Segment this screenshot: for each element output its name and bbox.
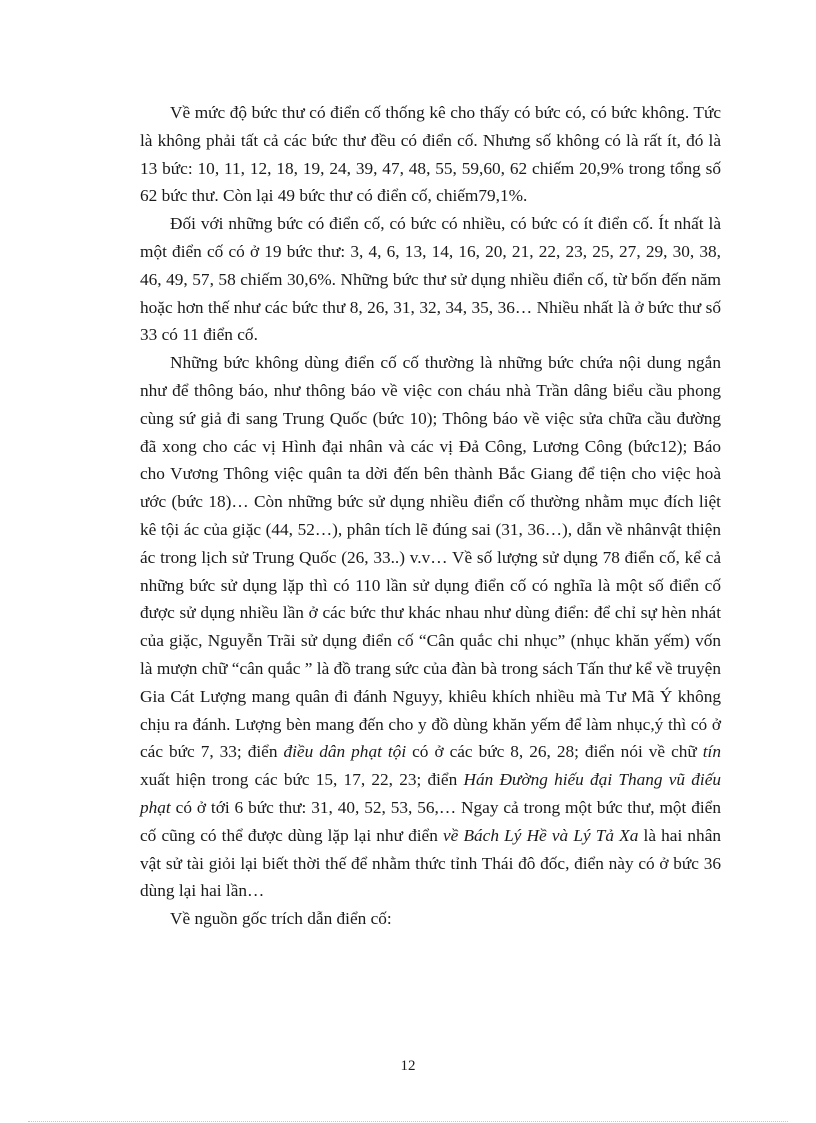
- paragraph-1: Về mức độ bức thư có điển cố thống kê cho thấy có bức có, có bức không. Tức là không phải tất cả các bức thư đều có điển cố. Nhưng số không có là rất ít, đó là 13 bức: 10, 11, 12, 18, 19, 24, 39, 47, 48, 55, 59,60, 62 chiếm 20,9% trong tổng số 62 bức thư. Còn lại 49 bức thư có điển cố, chiếm79,1%.: [140, 103, 721, 206]
- italic-phrase: Hán Đường hiếu đại Thang vũ điếu phạt: [140, 770, 722, 817]
- page-number: 12: [400, 1058, 416, 1074]
- paragraph-3-text: Những bức không dùng điển cố cố thường là những bức chứa nội dung ngắn như để thông báo, như thông báo về việc con cháu nhà Trần dâng biểu cầu phong cùng sứ giả đi sang Trung Quốc (bức 10); Thông báo về việc sửa chữa cầu đường đã xong cho các vị Hình đại nhân và các vị Đả Công, Lương Công (bức12); Báo cho Vương Thông việc quân ta dời đến bên thành Bắc Giang để tiện cho việc hoà ước (bức 18)… Còn những bức sử dụng nhiều điển cố thường nhằm mục đích liệt kê tội ác của giặc (44, 52…), phân tích lẽ đúng sai (31, 36…), dẫn về nhânvật thiện ác trong lịch sử Trung Quốc (26, 33..) v.v… Về số lượng sử dụng 78 điển cố, kể cả những bức sử dụng lặp thì có 110 lần sử dụng điển cố có nghĩa là một số điển cố được sử dụng nhiều lần ở các bức thư khác nhau như dùng điển: để chỉ sự hèn nhát của giặc, Nguyễn Trãi sử dụng điển cố “Cân quắc chi nhục” (nhục khăn yếm) vốn là mượn chữ “cân quắc ” là đồ trang sức của đàn bà trong sách Tấn thư kể về truyện Gia Cát Lượng mang quân đi đánh Nguyy, khiêu khích nhiều mà Tư Mã Ý không chịu ra đánh. Lượng bèn mang đến cho y đồ dùng khăn yếm để làm nhục,ý thì có ở các bức 7, 33; điển: [140, 353, 721, 762]
- paragraph-4: Về nguồn gốc trích dẫn điển cố:: [170, 909, 392, 929]
- italic-phrase: điều dân phạt tội: [283, 742, 407, 762]
- paragraph-3-text: là hai nhân vật sử tài giỏi lại biết thời thế để nhằm thức tỉnh Thái đô đốc, điển này có ở bức 36 dùng lại hai lần…: [140, 825, 722, 901]
- paragraph-3: [140, 349, 721, 905]
- paragraph-3-text: có ở các bức 8, 26, 28; điển nói về chữ: [406, 742, 703, 762]
- paragraph-2: Đối với những bức có điển cố, có bức có nhiều, có bức có ít điển cố. Ít nhất là một điển cố có ở 19 bức thư: 3, 4, 6, 13, 14, 16, 20, 21, 22, 23, 25, 27, 29, 30, 38, 46, 49, 57, 58 chiếm 30,6%. Những bức thư sử dụng nhiều điển cố, từ bốn đến năm hoặc hơn thế như các bức thư 8, 26, 31, 32, 34, 35, 36… Nhiều nhất là ở bức thư số 33 có 11 điển cố.: [140, 214, 721, 345]
- paragraph-3-text: xuất hiện trong các bức 15, 17, 22, 23; điển: [140, 770, 464, 790]
- italic-phrase: tín: [702, 742, 721, 762]
- document-body: [140, 99, 721, 933]
- page-bottom-divider: [28, 1121, 788, 1122]
- paragraph-3-text: có ở tới 6 bức thư: 31, 40, 52, 53, 56,… Ngay cả trong một bức thư, một điển cố cũng có thể được dùng lặp lại như điển: [140, 797, 721, 845]
- italic-phrase: về Bách Lý Hề và Lý Tả Xa: [443, 825, 639, 845]
